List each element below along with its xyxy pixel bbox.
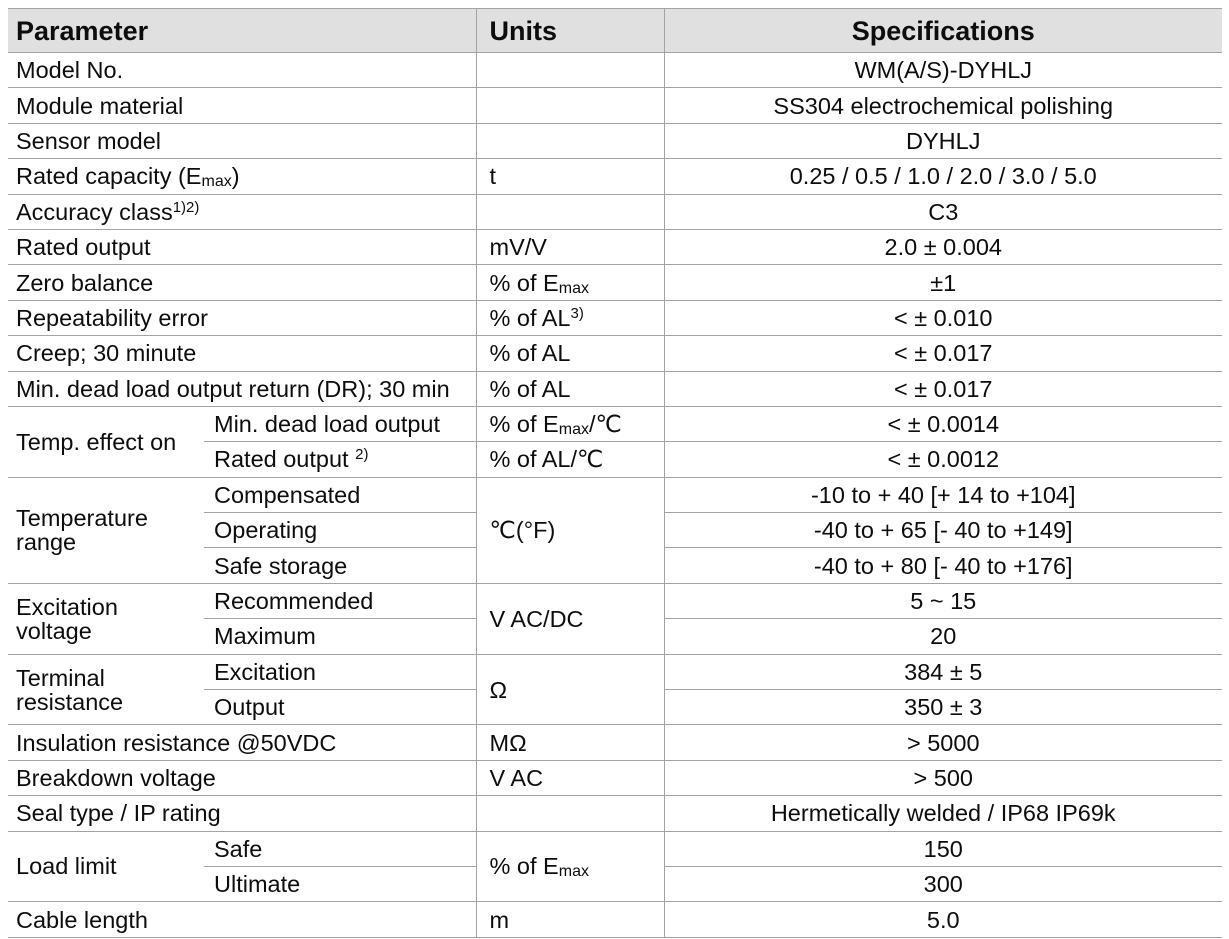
header-row <box>8 9 1222 53</box>
param-insulation-resistance: Insulation resistance @50VDC <box>8 725 476 760</box>
spec-model-no: WM(A/S)-DYHLJ <box>664 53 1222 88</box>
sub-param-excitation: Excitation <box>204 654 476 689</box>
sub-param-text: Rated output <box>214 446 356 473</box>
spec-insulation-resistance: > 5000 <box>664 725 1222 760</box>
sub-param-operating: Operating <box>204 513 476 548</box>
group-temperature-range <box>8 477 204 583</box>
unit-temp-effect-rated-output: % of AL/℃ <box>476 442 664 477</box>
table-row <box>8 229 1222 264</box>
param-superscript: 1)2) <box>172 198 200 216</box>
sub-param-ultimate: Ultimate <box>204 866 476 901</box>
group-label: Excitation voltage <box>16 593 118 644</box>
spec-zero-balance: ±1 <box>664 265 1222 300</box>
group-label: Load limit <box>16 853 117 880</box>
unit-superscript: 3) <box>570 304 584 322</box>
unit-insulation-resistance: MΩ <box>476 725 664 760</box>
table-row <box>8 194 1222 229</box>
spec-excitation: 384 ± 5 <box>664 654 1222 689</box>
sub-param-safe-storage: Safe storage <box>204 548 476 583</box>
sub-param-output: Output <box>204 690 476 725</box>
param-repeatability-error: Repeatability error <box>8 300 476 335</box>
unit-model-no <box>476 53 664 88</box>
group-excitation-voltage <box>8 583 204 654</box>
unit-cable-length: m <box>476 902 664 937</box>
unit-load-limit <box>476 831 664 902</box>
unit-module-material <box>476 88 664 123</box>
table-row <box>8 336 1222 371</box>
table-row <box>8 654 1222 689</box>
unit-subscript: max <box>558 863 589 881</box>
group-load-limit <box>8 831 204 902</box>
unit-zero-balance <box>476 265 664 300</box>
param-sensor-model: Sensor model <box>8 123 476 158</box>
spec-safe: 150 <box>664 831 1222 866</box>
param-accuracy-class <box>8 194 476 229</box>
spec-rated-output: 2.0 ± 0.004 <box>664 229 1222 264</box>
group-label: Temp. effect on <box>16 428 177 455</box>
unit-text: % of E <box>489 853 559 880</box>
group-temp-effect <box>8 406 204 477</box>
table-row <box>8 406 1222 441</box>
table-row <box>8 265 1222 300</box>
spec-ultimate: 300 <box>664 866 1222 901</box>
unit-sensor-model <box>476 123 664 158</box>
table-row <box>8 831 1222 866</box>
sub-param-maximum: Maximum <box>204 619 476 654</box>
unit-creep: % of AL <box>476 336 664 371</box>
spec-table <box>8 8 1222 938</box>
unit-subscript: max <box>558 279 589 297</box>
param-text: Rated capacity (E <box>16 163 202 190</box>
group-label: Temperature range <box>16 505 148 556</box>
param-dead-load-return: Min. dead load output return (DR); 30 min <box>8 371 476 406</box>
spec-creep: < ± 0.017 <box>664 336 1222 371</box>
sub-param-safe: Safe <box>204 831 476 866</box>
unit-seal-type <box>476 796 664 831</box>
unit-text: % of E <box>489 411 559 438</box>
table-row <box>8 88 1222 123</box>
header-units: Units <box>476 9 664 53</box>
table-row <box>8 371 1222 406</box>
table-row <box>8 760 1222 795</box>
header-parameter: Parameter <box>8 9 476 53</box>
spec-compensated: -10 to + 40 [+ 14 to +104] <box>664 477 1222 512</box>
unit-rated-capacity: t <box>476 159 664 194</box>
unit-subscript: max <box>558 421 589 439</box>
spec-safe-storage: -40 to + 80 [- 40 to +176] <box>664 548 1222 583</box>
group-label: Terminal resistance <box>16 664 124 715</box>
unit-temperature-range: ℃(°F) <box>476 477 664 583</box>
table-row <box>8 123 1222 158</box>
spec-recommended: 5 ~ 15 <box>664 583 1222 618</box>
param-breakdown-voltage: Breakdown voltage <box>8 760 476 795</box>
unit-text: % of E <box>489 269 559 296</box>
table-row <box>8 300 1222 335</box>
param-text: Accuracy class <box>16 198 173 225</box>
param-rated-output: Rated output <box>8 229 476 264</box>
spec-repeatability-error: < ± 0.010 <box>664 300 1222 335</box>
table-row <box>8 796 1222 831</box>
sub-param-recommended: Recommended <box>204 583 476 618</box>
spec-maximum: 20 <box>664 619 1222 654</box>
spec-sensor-model: DYHLJ <box>664 123 1222 158</box>
table-row <box>8 53 1222 88</box>
param-module-material: Module material <box>8 88 476 123</box>
spec-output: 350 ± 3 <box>664 690 1222 725</box>
sub-param-min-dead-load: Min. dead load output <box>204 406 476 441</box>
spec-operating: -40 to + 65 [- 40 to +149] <box>664 513 1222 548</box>
param-zero-balance: Zero balance <box>8 265 476 300</box>
spec-temp-effect-rated-output: < ± 0.0012 <box>664 442 1222 477</box>
unit-breakdown-voltage: V AC <box>476 760 664 795</box>
sub-param-compensated: Compensated <box>204 477 476 512</box>
spec-seal-type: Hermetically welded / IP68 IP69k <box>664 796 1222 831</box>
unit-text-end: /℃ <box>588 411 622 438</box>
unit-text: % of AL <box>489 304 571 331</box>
unit-repeatability-error <box>476 300 664 335</box>
param-rated-capacity <box>8 159 476 194</box>
unit-excitation-voltage: V AC/DC <box>476 583 664 654</box>
spec-dead-load-return: < ± 0.017 <box>664 371 1222 406</box>
param-text-end: ) <box>231 163 240 190</box>
spec-table-container <box>8 8 1222 938</box>
table-row <box>8 725 1222 760</box>
spec-module-material: SS304 electrochemical polishing <box>664 88 1222 123</box>
spec-cable-length: 5.0 <box>664 902 1222 937</box>
table-row <box>8 583 1222 618</box>
unit-accuracy-class <box>476 194 664 229</box>
param-model-no: Model No. <box>8 53 476 88</box>
param-seal-type: Seal type / IP rating <box>8 796 476 831</box>
unit-terminal-resistance: Ω <box>476 654 664 725</box>
param-cable-length: Cable length <box>8 902 476 937</box>
spec-breakdown-voltage: > 500 <box>664 760 1222 795</box>
table-row <box>8 902 1222 937</box>
param-creep: Creep; 30 minute <box>8 336 476 371</box>
table-row <box>8 159 1222 194</box>
table-row <box>8 477 1222 512</box>
group-terminal-resistance <box>8 654 204 725</box>
unit-rated-output: mV/V <box>476 229 664 264</box>
table-body <box>8 53 1222 938</box>
sub-param-superscript: 2) <box>355 446 369 464</box>
table-header <box>8 9 1222 53</box>
spec-temp-effect-dead-load: < ± 0.0014 <box>664 406 1222 441</box>
param-subscript: max <box>201 173 232 191</box>
sub-param-rated-output <box>204 442 476 477</box>
header-specifications: Specifications <box>664 9 1222 53</box>
spec-accuracy-class: C3 <box>664 194 1222 229</box>
unit-dead-load-return: % of AL <box>476 371 664 406</box>
spec-rated-capacity: 0.25 / 0.5 / 1.0 / 2.0 / 3.0 / 5.0 <box>664 159 1222 194</box>
unit-temp-effect-dead-load <box>476 406 664 441</box>
